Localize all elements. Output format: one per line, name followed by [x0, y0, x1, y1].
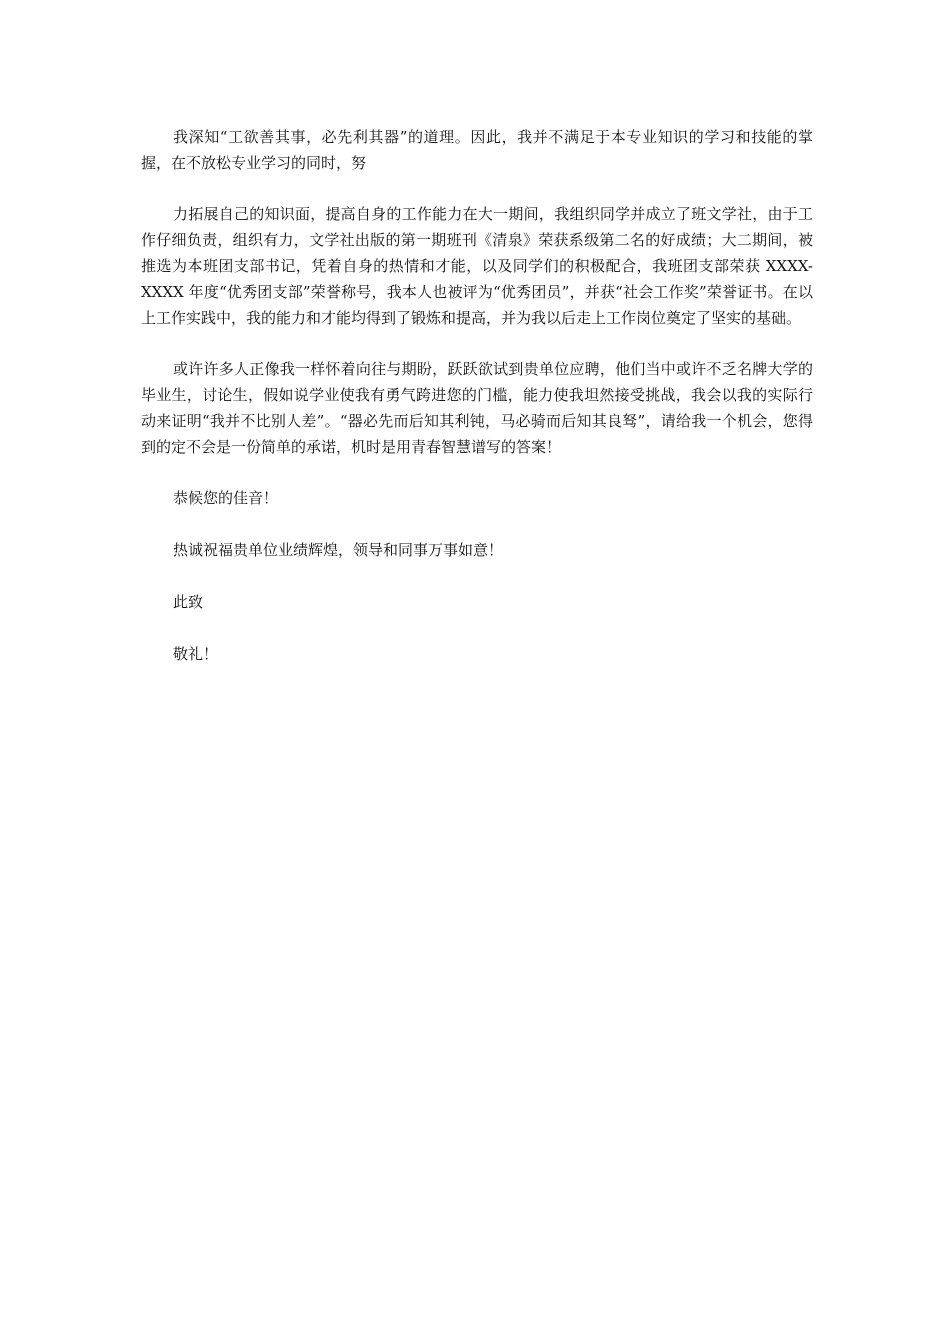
closing-respect: 敬礼！ [173, 645, 219, 663]
closing-salutation: 此致 [173, 593, 204, 611]
paragraph-tools-metaphor: 我深知“工欲善其事，必先利其器”的道理。因此，我并不满足于本专业知识的学习和技能的掌握，在不放松专业学习的同时，努 [141, 128, 813, 172]
paragraph-campus-achievements: 力拓展自己的知识面，提高自身的工作能力在大一期间，我组织同学并成立了班文学社，由于工作仔细负责，组织有力，文学社出版的第一期班刊《清泉》荣获系级第二名的好成绩；大二期间，被推选为本班团支部书记，凭着自身的热情和才能，以及同学们的积极配合，我班团支部荣获 XXXX-XXXX 年度“优秀团支部”荣誉称号，我本人也被评为“优秀团员”，并获“社会工作奖”荣誉证书。在以上工作实践中，我的能力和才能均得到了锻炼和提高，并为我以后走上工作岗位奠定了坚实的基础。 [141, 205, 813, 327]
paragraph-request-opportunity: 或许许多人正像我一样怀着向往与期盼，跃跃欲试到贵单位应聘，他们当中或许不乏名牌大学的毕业生，讨论生，假如说学业使我有勇气跨进您的门槛，能力使我坦然接受挑战，我会以我的实际行动来证明“我并不比别人差”。“器必先而后知其利钝，马必骑而后知其良驽”，请给我一个机会，您得到的定不会是一份简单的承诺，机时是用青春智慧谱写的答案！ [141, 360, 813, 456]
paragraph-await-reply: 恭候您的佳音！ [173, 489, 279, 507]
letter-body [141, 124, 813, 693]
paragraph-best-wishes: 热诚祝福贵单位业绩辉煌，领导和同事万事如意！ [173, 541, 504, 559]
